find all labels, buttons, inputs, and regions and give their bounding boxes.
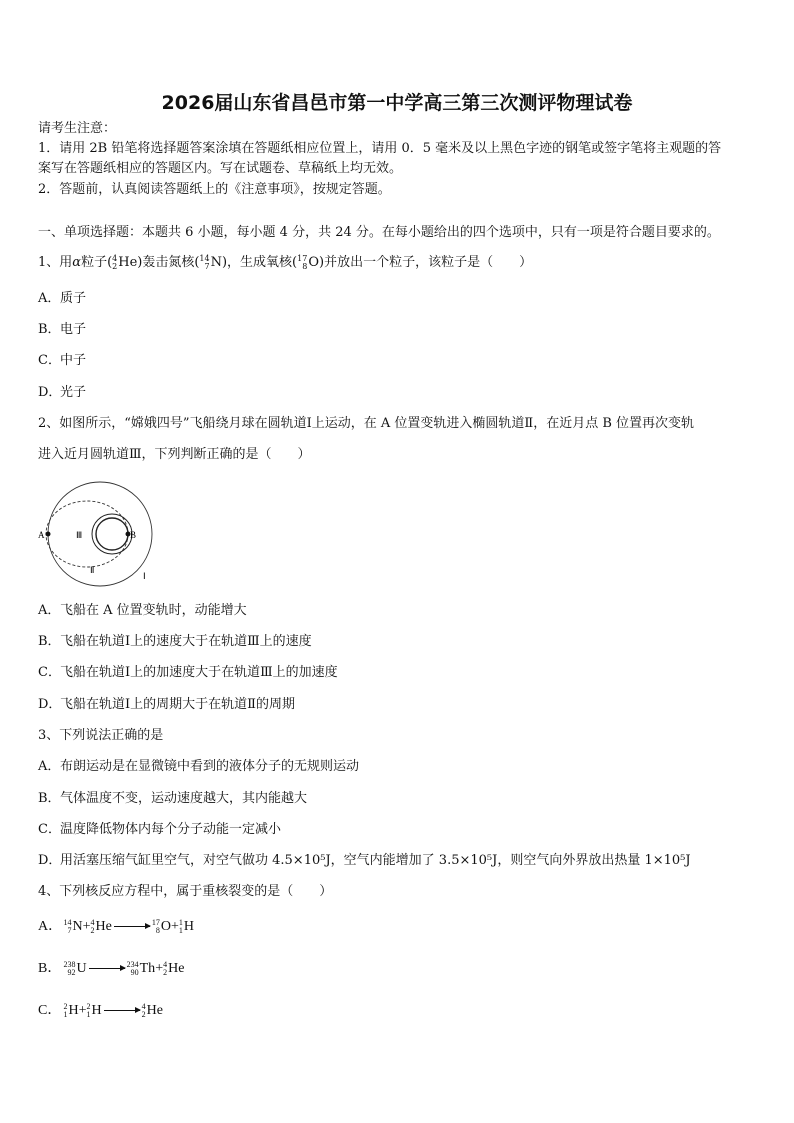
q1-option-d: D．光子 [38, 385, 87, 400]
question-4-stem: 4、下列核反应方程中，属于重核裂变的是（ ） [38, 884, 333, 899]
question-1-stem: 1、用α粒子( 4 2 He)轰击氮核( 14 7 N)，生成氧核( 17 8 O)并放出一个粒子，该粒子是（ ） [38, 253, 533, 271]
notice-item-2: 2．答题前，认真阅读答题纸上的《注意事项》，按规定答题。 [38, 182, 391, 197]
alpha-symbol: α [72, 255, 82, 270]
label-b: B [130, 530, 137, 540]
o-isotope-numbers: 17 8 [297, 253, 308, 271]
orbit-1 [48, 482, 152, 586]
label-orbit-2: Ⅱ [90, 565, 95, 575]
q4-option-a: A． 14 7 N+ 4 2 He 17 8 O+ 1 1 H [38, 917, 195, 935]
section-heading: 一、单项选择题：本题共 6 小题，每小题 4 分，共 24 分。在每小题给出的四个选项中，只有一项是符合题目要求的。 [38, 225, 720, 240]
orbit-2 [46, 501, 128, 567]
q4-option-b: B． 238 92 U 234 90 Th+ 4 2 He [38, 959, 185, 977]
q3-option-b: B．气体温度不变，运动速度越大，其内能越大 [38, 791, 308, 806]
question-3-stem: 3、下列说法正确的是 [38, 728, 164, 743]
q2-option-b: B．飞船在轨道Ⅰ上的速度大于在轨道Ⅲ上的速度 [38, 634, 312, 649]
question-2-stem-line-2: 进入近月圆轨道Ⅲ，下列判断正确的是（ ） [38, 447, 311, 462]
notice-item-1-line-2: 案写在答题纸相应的答题区内。写在试题卷、草稿纸上均无效。 [38, 161, 403, 176]
moon [96, 518, 128, 550]
q4-option-c: C． 2 1 H+ 2 1 H 4 2 He [38, 1001, 163, 1019]
label-a: A [38, 530, 45, 540]
q1-option-a: A．质子 [38, 291, 87, 306]
question-2-stem-line-1: 2、如图所示，“嫦娥四号”飞船绕月球在圆轨道Ⅰ上运动，在 A 位置变轨进入椭圆轨道Ⅱ，在近月点 B 位置再次变轨 [38, 416, 695, 431]
notice-heading: 请考生注意： [38, 121, 117, 136]
label-orbit-3: Ⅲ [76, 530, 83, 540]
notice-item-1-line-1: 1．请用 2B 铅笔将选择题答案涂填在答题纸相应位置上，请用 0．5 毫米及以上黑色字迹的钢笔或签字笔将主观题的答 [38, 141, 722, 156]
page-title: 2026届山东省昌邑市第一中学高三第三次测评物理试卷 [161, 92, 633, 114]
q3-option-a: A．布朗运动是在显微镜中看到的液体分子的无规则运动 [38, 759, 360, 774]
q3-option-d: D．用活塞压缩气缸里空气，对空气做功 4.5×10⁵J，空气内能增加了 3.5×10⁵J，则空气向外界放出热量 1×10⁵J [38, 853, 691, 868]
reaction-arrow [89, 968, 125, 969]
reaction-arrow [104, 1010, 140, 1011]
n-isotope-numbers: 14 7 [199, 253, 210, 271]
q1-option-b: B．电子 [38, 322, 87, 337]
q2-option-d: D．飞船在轨道Ⅰ上的周期大于在轨道Ⅱ的周期 [38, 697, 295, 712]
label-orbit-1: Ⅰ [143, 571, 146, 581]
q2-option-c: C．飞船在轨道Ⅰ上的加速度大于在轨道Ⅲ上的加速度 [38, 665, 338, 680]
he-isotope-numbers: 4 2 [112, 253, 118, 271]
reaction-arrow [114, 926, 150, 927]
q1-option-c: C．中子 [38, 353, 87, 368]
q3-option-c: C．温度降低物体内每个分子动能一定减小 [38, 822, 282, 837]
orbit-diagram [36, 478, 166, 588]
point-a-marker [46, 532, 51, 537]
q2-option-a: A．飞船在 A 位置变轨时，动能增大 [38, 603, 247, 618]
